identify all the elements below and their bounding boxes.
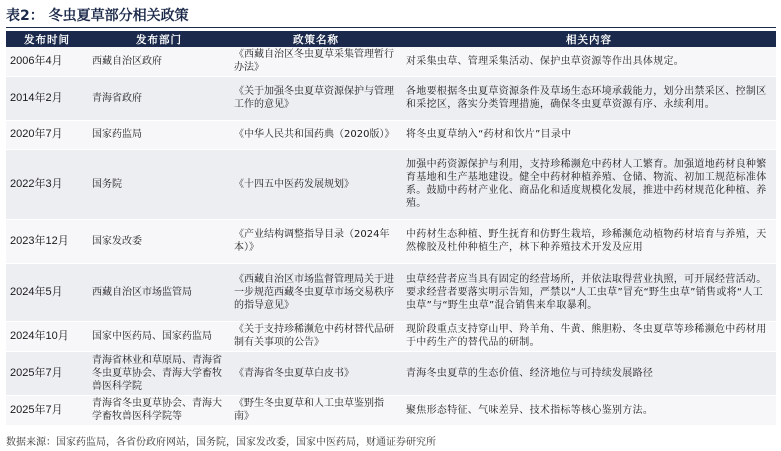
cell-dept: 青海省林业和草原局、青海省冬虫夏草协会、青海大学畜牧兽医科学院 bbox=[88, 351, 230, 395]
cell-policy-name: 《产业结构调整指导目录（2024年本）》 bbox=[230, 219, 402, 263]
table-row bbox=[6, 149, 776, 219]
table-title: 表2： 冬虫夏草部分相关政策 bbox=[6, 5, 776, 28]
cell-content: 加强中药资源保护与利用，支持珍稀濒危中药材人工繁育。加强道地药材良种繁育基地和生产基地建设。健全中药材种植养殖、仓储、物流、初加工规范标准体系。鼓励中药材产业化、商品化和适度规模化发展，推进中药材规范化种植、养殖。 bbox=[402, 149, 776, 219]
header-date: 发布时间 bbox=[6, 31, 88, 47]
table-row bbox=[6, 321, 776, 351]
cell-policy-name: 《西藏自治区市场监督管理局关于进一步规范西藏冬虫夏草市场交易秩序的指导意见》 bbox=[230, 263, 402, 321]
cell-dept: 国家药监局 bbox=[88, 120, 230, 149]
cell-dept: 国务院 bbox=[88, 149, 230, 219]
cell-policy-name: 《中华人民共和国药典（2020版）》 bbox=[230, 120, 402, 149]
header-name: 政策名称 bbox=[230, 31, 402, 47]
table-row bbox=[6, 351, 776, 395]
table-row bbox=[6, 76, 776, 120]
cell-date: 2014年2月 bbox=[6, 76, 88, 120]
cell-content: 对采集虫草、管理采集活动、保护虫草资源等作出具体规定。 bbox=[402, 47, 776, 76]
cell-dept: 国家发改委 bbox=[88, 219, 230, 263]
cell-date: 2006年4月 bbox=[6, 47, 88, 76]
cell-dept: 青海省政府 bbox=[88, 76, 230, 120]
table-row bbox=[6, 395, 776, 425]
header-content: 相关内容 bbox=[402, 31, 776, 47]
cell-content: 聚焦形态特征、气味差异、技术指标等核心鉴别方法。 bbox=[402, 395, 776, 425]
table-header-row bbox=[6, 31, 776, 47]
cell-dept: 国家中医药局、国家药监局 bbox=[88, 321, 230, 351]
cell-policy-name: 《关于加强冬虫夏草资源保护与管理工作的意见》 bbox=[230, 76, 402, 120]
cell-content: 各地要根据冬虫夏草资源条件及草场生态环境承载能力，划分出禁采区、控制区和采挖区，落实分类管理措施，确保冬虫夏草资源有序、永续利用。 bbox=[402, 76, 776, 120]
table-row bbox=[6, 219, 776, 263]
cell-content: 现阶段重点支持穿山甲、羚羊角、牛黄、熊胆粉、冬虫夏草等珍稀濒危中药材用于中药生产的替代品的研制。 bbox=[402, 321, 776, 351]
cell-dept: 西藏自治区市场监管局 bbox=[88, 263, 230, 321]
cell-dept: 青海省冬虫夏草协会、青海大学畜牧兽医科学院等 bbox=[88, 395, 230, 425]
header-dept: 发布部门 bbox=[88, 31, 230, 47]
cell-date: 2025年7月 bbox=[6, 395, 88, 425]
policy-table bbox=[6, 31, 776, 426]
cell-content: 中药材生态种植、野生抚育和仿野生栽培，珍稀濒危动植物药材培育与养殖，天然橡胶及杜仲种植生产，林下种养殖技术开发及应用 bbox=[402, 219, 776, 263]
cell-date: 2024年10月 bbox=[6, 321, 88, 351]
cell-date: 2024年5月 bbox=[6, 263, 88, 321]
table-row bbox=[6, 263, 776, 321]
cell-date: 2025年7月 bbox=[6, 351, 88, 395]
cell-date: 2020年7月 bbox=[6, 120, 88, 149]
cell-policy-name: 《十四五中医药发展规划》 bbox=[230, 149, 402, 219]
source-note: 数据来源：国家药监局，各省份政府网站，国务院，国家发改委，国家中医药局，财通证券研究所 bbox=[6, 437, 436, 448]
cell-policy-name: 《关于支持珍稀濒危中药材替代品研制有关事项的公告》 bbox=[230, 321, 402, 351]
cell-date: 2023年12月 bbox=[6, 219, 88, 263]
table-row bbox=[6, 120, 776, 149]
cell-policy-name: 《青海省冬虫夏草白皮书》 bbox=[230, 351, 402, 395]
cell-dept: 西藏自治区政府 bbox=[88, 47, 230, 76]
cell-content: 虫草经营者应当具有固定的经营场所，并依法取得营业执照，可开展经营活动。要求经营者要落实明示告知，严禁以“人工虫草”冒充“野生虫草”销售或将“人工虫草”与“野生虫草”混合销售来牟取暴利。 bbox=[402, 263, 776, 321]
cell-content: 青海冬虫夏草的生态价值、经济地位与可持续发展路径 bbox=[402, 351, 776, 395]
cell-date: 2022年3月 bbox=[6, 149, 88, 219]
cell-content: 将冬虫夏草纳入“药材和饮片”目录中 bbox=[402, 120, 776, 149]
cell-policy-name: 《西藏自治区冬虫夏草采集管理暂行办法》 bbox=[230, 47, 402, 76]
cell-policy-name: 《野生冬虫夏草和人工虫草鉴别指南》 bbox=[230, 395, 402, 425]
table-row bbox=[6, 47, 776, 76]
